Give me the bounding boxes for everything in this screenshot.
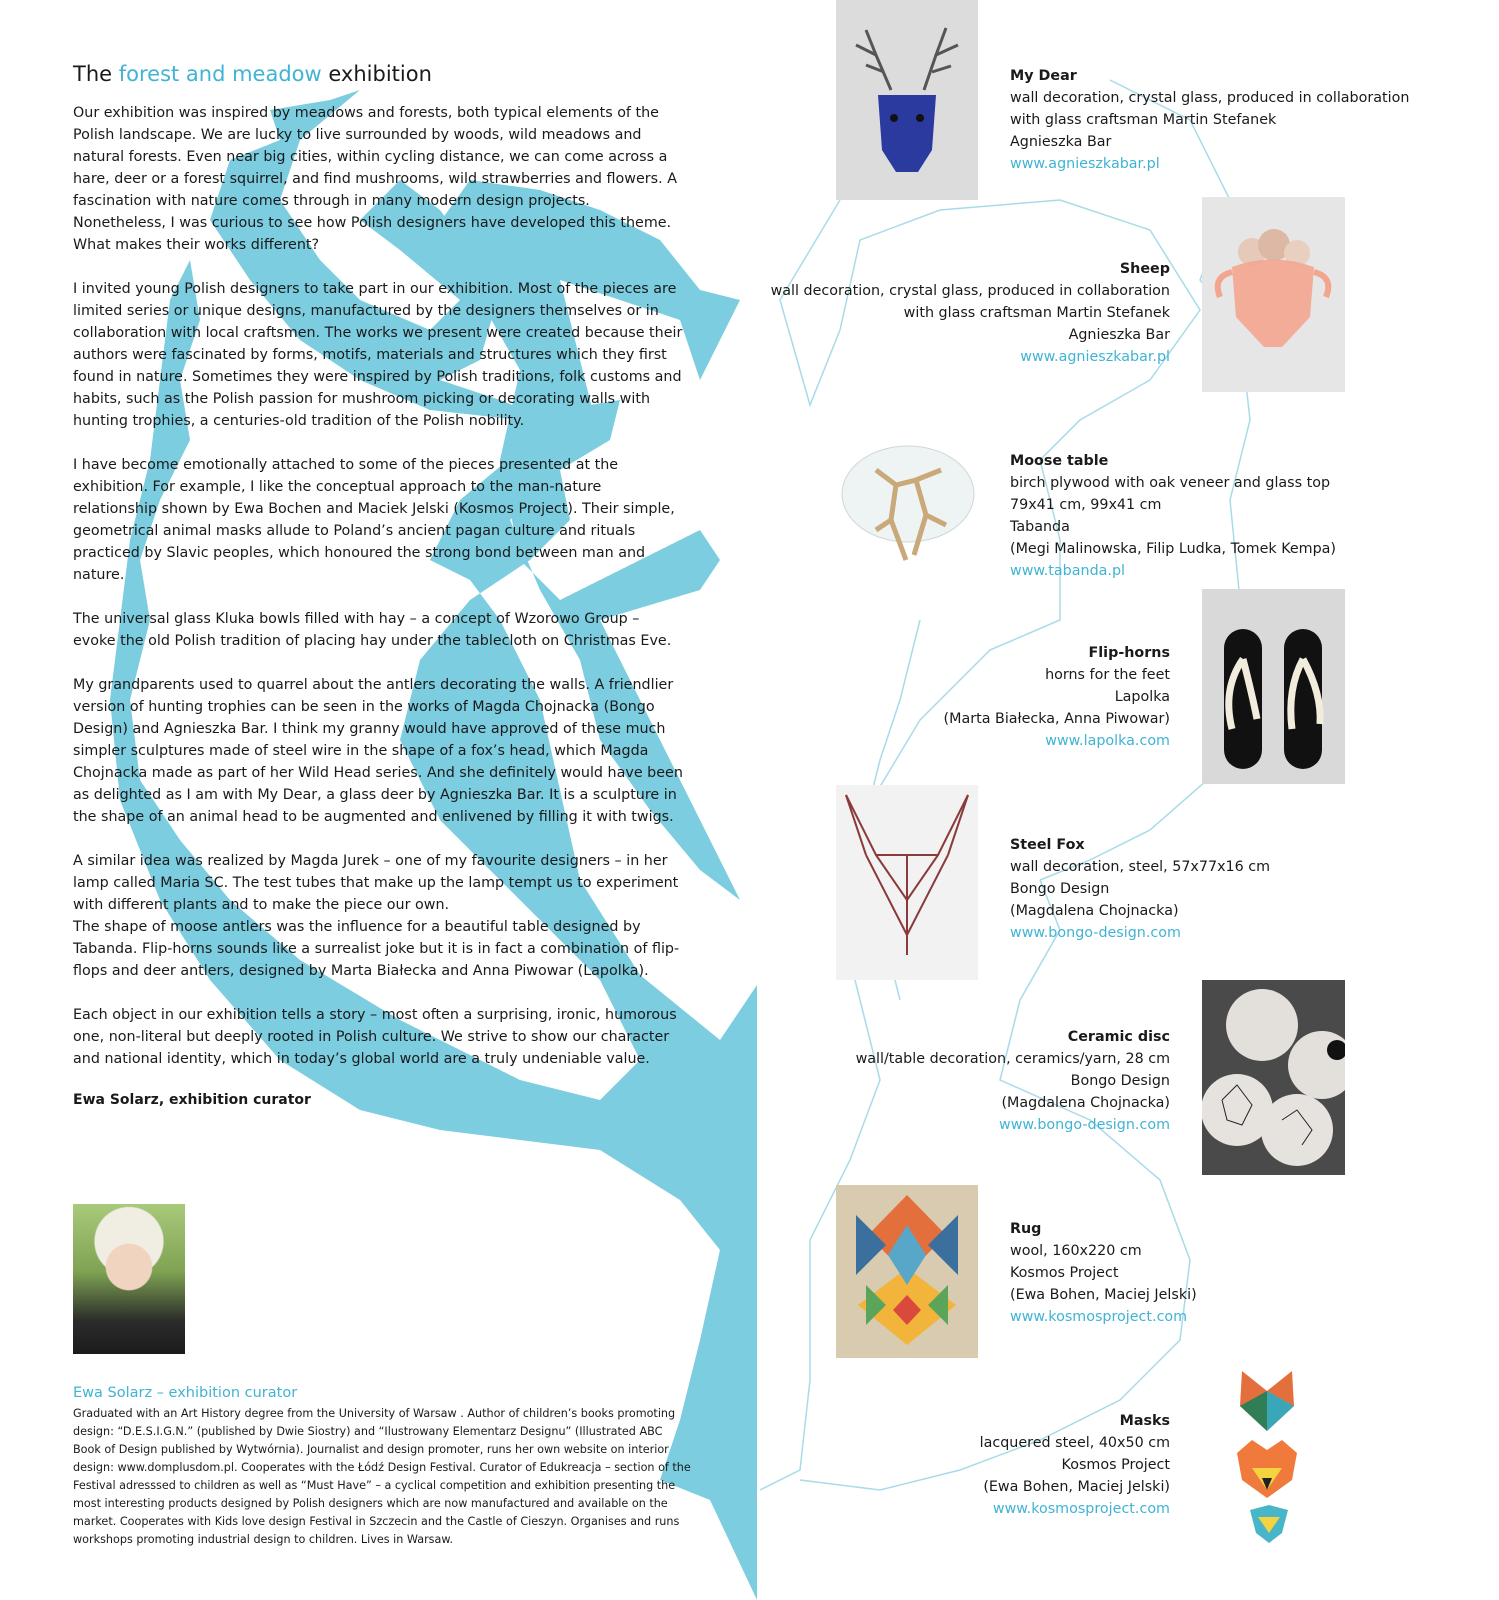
curator-portrait-photo	[73, 1204, 185, 1354]
product-detail: lacquered steel, 40x50 cm	[979, 1435, 1170, 1451]
product-link[interactable]: www.agnieszkabar.pl	[1020, 349, 1170, 365]
article-paragraph: Our exhibition was inspired by meadows and forests, both typical elements of the Polish landscape. We are lucky to live surrounded by woods, wild meadows and natural forests. Even near big cities, within cycling distance, we can come across a hare, deer or a forest squirrel, and find mushrooms, wild strawberries and flowers. A fascination with nature comes through in many modern design projects. Nonetheless, I was curious to see how Polish designers have developed this theme. What makes their works different?	[73, 105, 677, 253]
product-detail: wall/table decoration, ceramics/yarn, 28 cm	[855, 1051, 1170, 1067]
product-link[interactable]: www.tabanda.pl	[1010, 563, 1126, 579]
curator-name: Ewa Solarz – exhibition curator	[73, 1385, 298, 1401]
product-designer: Bongo Design	[1070, 1073, 1170, 1089]
product-detail: birch plywood with oak veneer and glass top	[1010, 475, 1331, 491]
steel-fox-photo	[836, 785, 978, 980]
rug-photo	[836, 1185, 978, 1358]
product-link[interactable]: www.kosmosproject.com	[1010, 1309, 1188, 1325]
article	[73, 62, 685, 1122]
moose-table-photo	[836, 430, 978, 575]
product-designer: Tabanda	[1010, 519, 1070, 535]
product-name: My Dear	[1010, 68, 1077, 84]
product-designer: Kosmos Project	[1061, 1457, 1170, 1473]
product-designer: (Megi Malinowska, Filip Ludka, Tomek Kempa)	[1010, 541, 1337, 557]
product-designer: Agnieszka Bar	[1068, 327, 1170, 343]
product-link[interactable]: www.bongo-design.com	[1010, 925, 1181, 941]
product-detail: wall decoration, crystal glass, produced in collaboration	[770, 283, 1170, 299]
product-link[interactable]: www.agnieszkabar.pl	[1010, 156, 1160, 172]
curator-bio	[73, 1385, 693, 1549]
product-detail: wool, 160x220 cm	[1010, 1243, 1142, 1259]
product-detail: wall decoration, steel, 57x77x16 cm	[1010, 859, 1271, 875]
title-highlight: forest and meadow	[118, 62, 322, 86]
product-detail: 79x41 cm, 99x41 cm	[1010, 497, 1162, 513]
product-link[interactable]: www.kosmosproject.com	[992, 1501, 1170, 1517]
product-designer: (Ewa Bohen, Maciej Jelski)	[1010, 1287, 1197, 1303]
product-designer: Lapolka	[1114, 689, 1170, 705]
article-paragraph: The shape of moose antlers was the influence for a beautiful table designed by Tabanda. Flip-horns sounds like a surrealist joke but it is in fact a combination of flip-flops and deer antlers, designed by Marta Białecka and Anna Piwowar (Lapolka).	[73, 919, 680, 979]
product-name: Steel Fox	[1010, 837, 1085, 853]
article-paragraph: The universal glass Kluka bowls filled with hay – a concept of Wzorowo Group – evoke the old Polish tradition of placing hay under the tablecloth on Christmas Eve.	[73, 611, 672, 649]
product-name: Rug	[1010, 1221, 1042, 1237]
product-moose-table	[1010, 450, 1336, 582]
product-name: Ceramic disc	[1067, 1029, 1170, 1045]
product-designer: (Magdalena Chojnacka)	[1001, 1095, 1170, 1111]
article-paragraph: My grandparents used to quarrel about the antlers decorating the walls. A friendlier version of hunting trophies can be seen in the works of Magda Chojnacka (Bongo Design) and Agnieszka Bar. I think my granny would have approved of these much simpler sculptures made of steel wire in the shape of a fox’s head, which Magda Chojnacka made as part of her Wild Head series. And she definitely would have been as delighted as I am with My Dear, a glass deer by Agnieszka Bar. It is a sculpture in the shape of an animal head to be augmented and enlivened by filling it with twigs.	[73, 677, 683, 825]
product-steel-fox	[1010, 834, 1270, 944]
product-my-dear	[1010, 65, 1409, 175]
product-designer: (Magdalena Chojnacka)	[1010, 903, 1179, 919]
product-name: Masks	[1119, 1413, 1170, 1429]
product-detail: horns for the feet	[1045, 667, 1170, 683]
article-signoff: Ewa Solarz, exhibition curator	[73, 1092, 311, 1108]
product-link[interactable]: www.bongo-design.com	[999, 1117, 1170, 1133]
product-rug	[1010, 1218, 1197, 1328]
product-name: Sheep	[1119, 261, 1170, 277]
title-suffix: exhibition	[321, 62, 432, 86]
product-detail: with glass craftsman Martin Stefanek	[1010, 112, 1277, 128]
product-masks	[980, 1410, 1170, 1520]
product-sheep	[771, 258, 1170, 368]
product-detail: wall decoration, crystal glass, produced in collaboration	[1010, 90, 1410, 106]
title-prefix: The	[73, 62, 119, 86]
sheep-glass-photo	[1202, 197, 1345, 392]
article-paragraph: I invited young Polish designers to take part in our exhibition. Most of the pieces are limited series or unique designs, manufactured by the designers themselves or in collaboration with local craftsmen. The works we present were created because their authors were fascinated by forms, motifs, materials and structures which they first found in nature. Sometimes they were inspired by Polish traditions, folk customs and habits, such as the Polish passion for mushroom picking or decorating walls with hunting trophies, a centuries-old tradition of the Polish nobility.	[73, 281, 683, 429]
article-paragraph: Each object in our exhibition tells a story – most often a surprising, ironic, humorous one, non-literal but deeply rooted in Polish culture. We strive to show our character and national identity, which in today’s global world are a truly undeniable value.	[73, 1007, 677, 1067]
product-designer: Agnieszka Bar	[1010, 134, 1112, 150]
ceramic-disc-photo	[1202, 980, 1345, 1175]
bear-mask-icon	[1232, 1438, 1302, 1500]
product-designer: Kosmos Project	[1010, 1265, 1119, 1281]
product-ceramic-disc	[856, 1026, 1170, 1136]
product-detail: with glass craftsman Martin Stefanek	[903, 305, 1170, 321]
flip-horns-photo	[1202, 589, 1345, 784]
article-paragraph: A similar idea was realized by Magda Jurek – one of my favourite designers – in her lamp called Maria SC. The test tubes that make up the lamp tempt us to experiment with different plants and to make the piece our own.	[73, 853, 679, 913]
product-designer: (Ewa Bohen, Maciej Jelski)	[983, 1479, 1170, 1495]
small-mask-icon	[1248, 1505, 1290, 1545]
article-paragraph: I have become emotionally attached to some of the pieces presented at the exhibition. For example, I like the conceptual approach to the man-nature relationship shown by Ewa Bochen and Maciek Jelski (Kosmos Project). Their simple, geometrical animal masks allude to Poland’s ancient pagan culture and rituals practiced by Slavic peoples, which honoured the strong bond between man and nature.	[73, 457, 675, 583]
product-designer: (Marta Białecka, Anna Piwowar)	[943, 711, 1170, 727]
curator-bio-text: Graduated with an Art History degree from the University of Warsaw . Author of children’s books promoting design: “D.E.S.I.G.N.” (published by Dwie Siostry) and “Ilustrowany Elementarz Designu” (Illustrated ABC Book of Design published by Wytwórnia). Journalist and design promoter, runs her own website on interior design: www.domplusdom.pl. Cooperates with the Łódź Design Festival. Curator of Edukreacja – section of the Festival adresssed to children as well as “Must Have” – a cyclical competition and exhibition presenting the most interesting products designed by Polish designers which are now manufactured and available on the market. Cooperates with Kids love design Festival in Szczecin and the Castle of Cieszyn. Organises and runs workshops promoting industrial design to children. Lives in Warsaw.	[73, 1407, 691, 1546]
product-link[interactable]: www.lapolka.com	[1045, 733, 1170, 749]
article-title	[73, 62, 685, 86]
product-flip-horns	[944, 642, 1170, 752]
my-dear-deer-photo	[836, 0, 978, 200]
product-name: Flip-horns	[1088, 645, 1170, 661]
product-designer: Bongo Design	[1010, 881, 1110, 897]
product-name: Moose table	[1010, 453, 1109, 469]
fox-mask-icon	[1232, 1366, 1302, 1436]
